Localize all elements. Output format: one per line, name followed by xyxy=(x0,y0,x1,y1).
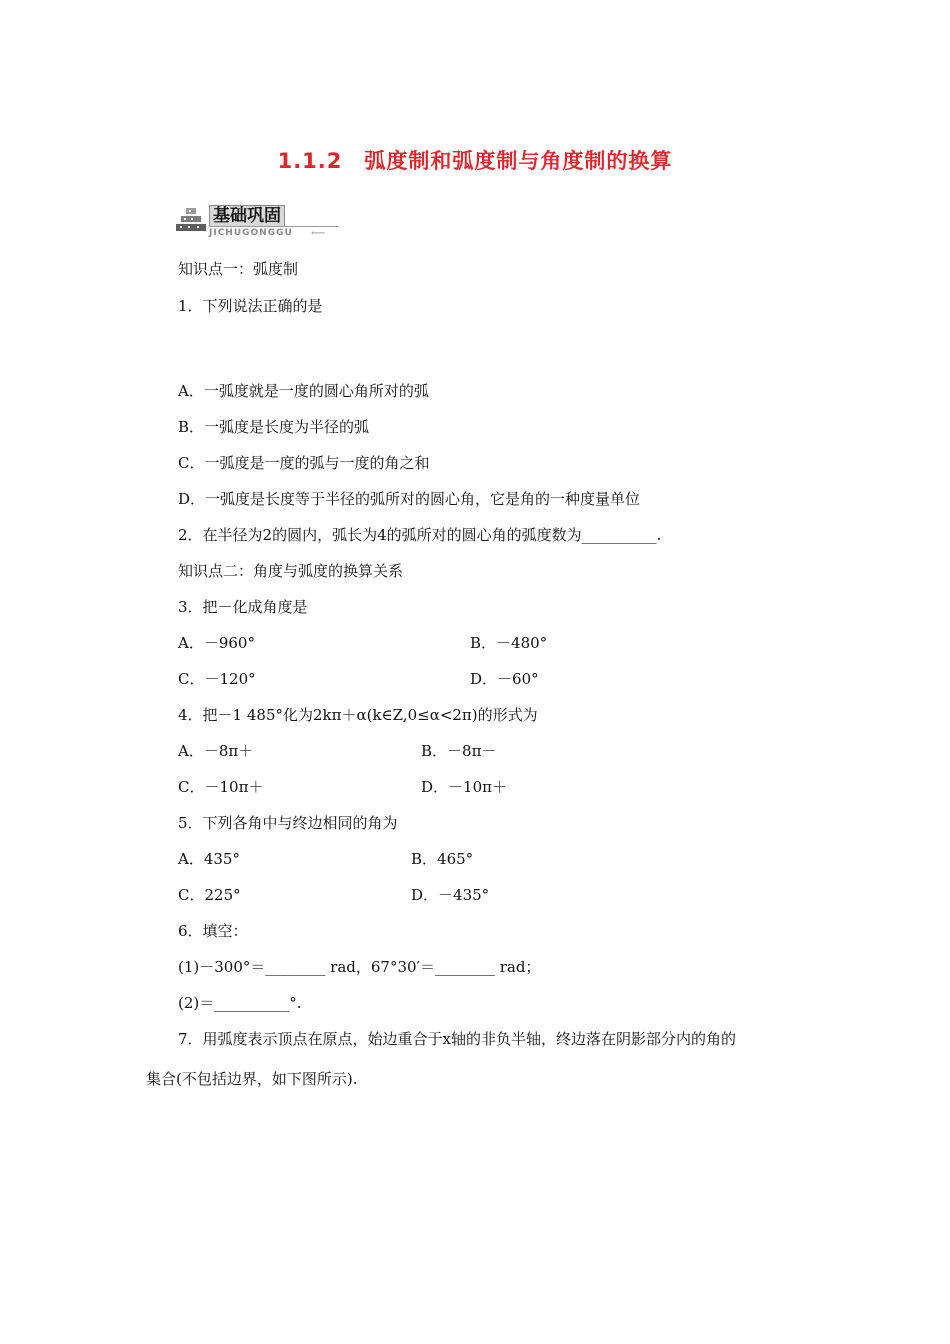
section-badge xyxy=(175,204,340,240)
question-5-stem: 5．下列各角中与终边相同的角为 xyxy=(178,814,398,832)
question-4-option-b: B．－8π－ xyxy=(421,742,497,760)
knowledge-point-1: 知识点一：弧度制 xyxy=(178,260,299,278)
question-1-option-b: B．一弧度是长度为半径的弧 xyxy=(178,418,370,436)
question-1-option-c: C．一弧度是一度的弧与一度的角之和 xyxy=(178,454,430,472)
question-1-option-d: D．一弧度是长度等于半径的弧所对的圆心角，它是角的一种度量单位 xyxy=(178,490,641,508)
question-7-line-1: 7．用弧度表示顶点在原点，始边重合于x轴的非负半轴，终边落在阴影部分内的角的 xyxy=(178,1030,737,1048)
question-3-option-c: C．－120° xyxy=(178,670,256,688)
section-badge-rule xyxy=(209,226,339,227)
question-3-stem: 3．把－化成角度是 xyxy=(178,598,308,616)
question-1-stem: 1．下列说法正确的是 xyxy=(178,297,323,315)
question-5-option-d: D．－435° xyxy=(411,886,490,904)
question-5-option-a: A．435° xyxy=(178,850,240,868)
section-badge-label: 基础巩固 xyxy=(209,205,285,227)
question-4-stem: 4．把－1 485°化为2kπ＋α(k∈Z,0≤α<2π)的形式为 xyxy=(178,706,538,724)
question-7-line-2: 集合(不包括边界，如下图所示). xyxy=(146,1070,358,1088)
question-3-option-b: B．－480° xyxy=(470,634,548,652)
arrow-left-icon: ⟵ xyxy=(311,228,326,239)
question-1-option-a: A．一弧度就是一度的圆心角所对的弧 xyxy=(178,382,429,400)
question-6-stem: 6．填空： xyxy=(178,922,248,940)
page-title: 1.1.2 弧度制和弧度制与角度制的换算 xyxy=(277,149,673,173)
knowledge-point-2: 知识点二：角度与弧度的换算关系 xyxy=(178,562,404,580)
question-2-stem: 2．在半径为2的圆内，弧长为4的弧所对的圆心角的弧度数为__________. xyxy=(178,526,662,544)
section-badge-subtitle: JICHUGONGGU xyxy=(209,228,293,238)
question-6-part-2: (2)＝__________°. xyxy=(178,994,302,1012)
question-4-option-d: D．－10π＋ xyxy=(421,778,507,796)
question-4-option-a: A．－8π＋ xyxy=(178,742,254,760)
question-5-option-b: B．465° xyxy=(411,850,474,868)
question-6-part-1: (1)－300°＝________ rad，67°30′＝________ rad； xyxy=(178,958,541,976)
stacked-tiers-icon xyxy=(175,206,207,236)
question-3-option-d: D．－60° xyxy=(470,670,539,688)
question-5-option-c: C．225° xyxy=(178,886,241,904)
question-4-option-c: C．－10π＋ xyxy=(178,778,264,796)
question-3-option-a: A．－960° xyxy=(178,634,255,652)
